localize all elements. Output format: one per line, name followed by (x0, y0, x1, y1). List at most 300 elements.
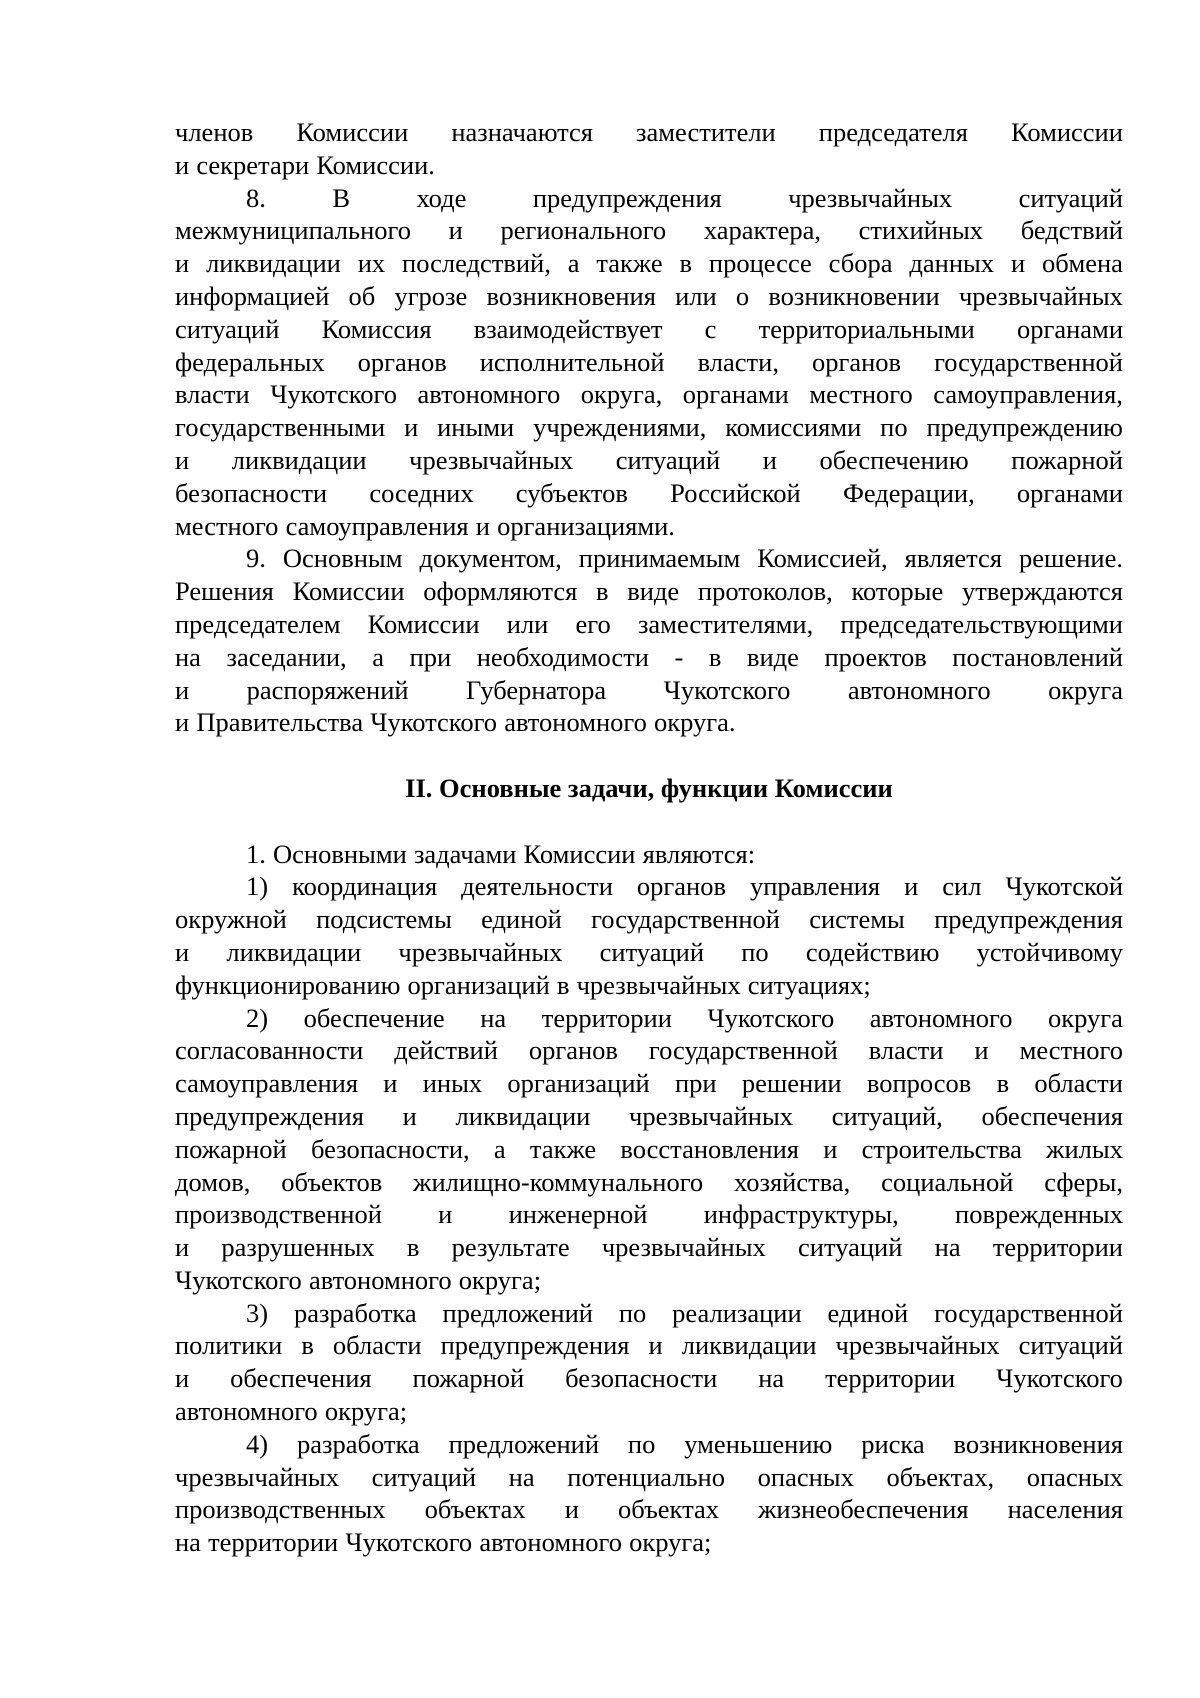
word: учреждениями, (533, 412, 707, 443)
text-line (175, 608, 1123, 641)
word: также (596, 248, 663, 279)
text-line (175, 1493, 1123, 1526)
word: производственной (175, 1199, 382, 1230)
word: ситуаций (371, 1461, 477, 1492)
word: Чукотского (270, 379, 398, 410)
word: координация (292, 871, 438, 902)
word: на (758, 1363, 785, 1394)
word: и (1010, 248, 1026, 279)
word: и (404, 412, 419, 443)
word: являются: (642, 838, 756, 869)
word: назначаются (451, 117, 593, 147)
word: и (402, 1100, 417, 1131)
word: и (823, 1133, 838, 1164)
word: объектах (618, 1494, 719, 1525)
word: и (175, 674, 190, 705)
word: пожарной (412, 1363, 525, 1394)
word: Чукотского (996, 1363, 1123, 1394)
word: Чукотского (345, 1527, 473, 1558)
word: их (357, 248, 386, 279)
word: согласованности (175, 1035, 364, 1066)
word: территории (208, 1527, 339, 1558)
word: субъектов (515, 477, 628, 508)
word: местного (175, 510, 279, 541)
word: Решения (175, 576, 274, 607)
text-line (175, 182, 1123, 215)
word: автономного (504, 707, 647, 738)
word: автономного (869, 1002, 1013, 1033)
word: решение. (1019, 543, 1123, 574)
word: жилых (1046, 1133, 1123, 1164)
word: территориальными (758, 313, 975, 344)
word: ситуаций (599, 936, 705, 967)
word: местного (809, 379, 913, 410)
word: деятельности (461, 871, 613, 902)
word: оформляются (423, 576, 578, 607)
text-line (175, 870, 1123, 903)
word: его (575, 608, 611, 639)
word: и (648, 1330, 663, 1361)
word: которые (851, 576, 944, 607)
word: самоуправления (175, 1068, 359, 1099)
word: на (480, 1002, 507, 1033)
word: предупреждения (532, 182, 722, 213)
word: государственной (591, 904, 780, 935)
word: с (704, 313, 717, 344)
text-line (175, 542, 1123, 575)
word: объектов (281, 1166, 383, 1197)
word: ликвидации (455, 1100, 591, 1131)
word: потенциально (567, 1461, 725, 1492)
word: автономного (175, 1396, 318, 1427)
text-line (175, 149, 1123, 182)
word: устойчивому (976, 936, 1123, 967)
word: самоуправления (285, 510, 469, 541)
word: хозяйства, (734, 1166, 851, 1197)
word: и (383, 1068, 398, 1099)
word: возникновения (953, 1428, 1123, 1459)
word: и (175, 149, 190, 180)
word: является (904, 543, 1003, 574)
word: области (332, 1330, 422, 1361)
word: вопросов (866, 1068, 972, 1099)
word: ликвидации (231, 444, 367, 475)
word: о (735, 280, 750, 311)
word: и (175, 1363, 190, 1394)
word: предупреждения (175, 1100, 364, 1131)
word: иных (422, 1068, 483, 1099)
word: местного (1019, 1035, 1123, 1066)
word: Российской (670, 477, 801, 508)
word: председателем (175, 608, 341, 639)
text-line (175, 1231, 1123, 1264)
word: единой (481, 904, 562, 935)
word: округа; (629, 1527, 712, 1558)
word: при (409, 641, 452, 672)
word: чрезвычайных (175, 1461, 339, 1492)
word: безопасности (175, 477, 328, 508)
text-line (175, 1100, 1123, 1133)
word: органов (811, 346, 902, 377)
word: при (674, 1068, 717, 1099)
word: и (175, 444, 190, 475)
word: округа, (580, 379, 663, 410)
word: обмена (1042, 248, 1123, 279)
word: а (372, 641, 384, 672)
word: 3) (246, 1297, 269, 1328)
word: обеспечения (981, 1100, 1123, 1131)
word: стихийных (858, 215, 984, 246)
word: предложений (448, 1428, 600, 1459)
word: в (556, 969, 570, 1000)
word: организаций (507, 1068, 650, 1099)
word: объектах (424, 1494, 526, 1525)
word: опасных (1026, 1461, 1123, 1492)
word: органов (357, 346, 447, 377)
word: процессе (708, 248, 812, 279)
text-line (175, 1067, 1123, 1100)
word: органами (1016, 313, 1123, 344)
word: чрезвычайных (601, 1232, 766, 1263)
word: государственными (175, 412, 386, 443)
word: угрозе (394, 280, 468, 311)
word: ситуаций, (831, 1100, 943, 1131)
word: безопасности (565, 1363, 718, 1394)
word: в (679, 248, 693, 279)
word: территории (541, 1002, 672, 1033)
word: межмуниципального (175, 215, 411, 246)
text-line (175, 1395, 1123, 1428)
word: безопасности, (310, 1133, 470, 1164)
word: пожарной (1011, 444, 1123, 475)
word: Основным (282, 543, 403, 574)
text-line (175, 1461, 1123, 1494)
word: автономного (479, 1527, 622, 1558)
word: заместителями, (637, 608, 814, 639)
section-heading: II. Основные задачи, функции Комиссии (405, 772, 893, 803)
word: и (175, 707, 190, 738)
word: Чукотской (1005, 871, 1123, 902)
word: или (675, 280, 717, 311)
word: Комиссии (1010, 117, 1123, 147)
word: Комиссии (523, 838, 636, 869)
word: взаимодействует (473, 313, 663, 344)
text-line (175, 313, 1123, 346)
word: Чукотского (707, 1002, 835, 1033)
word: ходе (416, 182, 467, 213)
word: ситуаций (175, 313, 280, 344)
word: сбора (828, 248, 893, 279)
word: на (934, 1232, 961, 1263)
section-tasks (175, 838, 1123, 1560)
word: жилищно-коммунального (413, 1166, 704, 1197)
word: действий (394, 1035, 498, 1066)
text-line (175, 1428, 1123, 1461)
word: власти (175, 379, 250, 410)
word: ликвидации (226, 936, 362, 967)
word: Чукотского (663, 674, 791, 705)
word: виде (627, 576, 680, 607)
word: об (348, 280, 376, 311)
word: в (596, 576, 609, 607)
word: окружной (175, 904, 287, 935)
word: Федерации, (842, 477, 975, 508)
word: автономного (847, 674, 991, 705)
word: решении (741, 1068, 842, 1099)
word: чрезвычайных (629, 1100, 794, 1131)
word: чрезвычайных (958, 280, 1123, 311)
text-line (175, 411, 1123, 444)
word: в (406, 1232, 420, 1263)
word: реализации (672, 1297, 802, 1328)
word: органов (636, 871, 726, 902)
word: на (175, 1527, 201, 1558)
text-line (175, 247, 1123, 280)
word: иными (437, 412, 515, 443)
word: и (974, 1035, 989, 1066)
word: округа; (458, 1264, 542, 1295)
text-line (175, 116, 1123, 149)
word: по (741, 936, 769, 967)
text-column (175, 116, 1123, 1559)
word: жизнеобеспечения (758, 1494, 969, 1525)
word: организациями. (497, 510, 675, 541)
word: содействию (805, 936, 940, 967)
text-line (175, 477, 1123, 510)
word: федеральных (175, 346, 325, 377)
text-line (175, 1133, 1123, 1166)
word: территории (992, 1232, 1123, 1263)
word: чрезвычайных (398, 936, 563, 967)
word: и (762, 444, 777, 475)
word: 9. (246, 543, 266, 574)
word: ситуаций (1018, 1330, 1123, 1361)
word: Чукотского (370, 707, 498, 738)
word: секретари (196, 149, 310, 180)
word: инфраструктуры, (703, 1199, 899, 1230)
spacer (175, 739, 1123, 772)
word: последствий, (402, 248, 551, 279)
word: Комиссии. (316, 149, 435, 180)
word: также (529, 1133, 597, 1164)
word: заместители (636, 117, 776, 147)
word: опасных (757, 1461, 854, 1492)
word: и (175, 248, 190, 279)
word: а (567, 248, 580, 279)
word: комиссиями (725, 412, 862, 443)
word: задачами (413, 838, 517, 869)
word: регионального (500, 215, 667, 246)
word: объектах, (886, 1461, 995, 1492)
word: 1) (246, 871, 269, 902)
word: разработка (296, 1428, 420, 1459)
word: и (564, 1494, 579, 1525)
word: государственной (934, 1297, 1123, 1328)
word: округа (1048, 674, 1123, 705)
word: в (708, 641, 722, 672)
word: ситуаций (798, 1232, 903, 1263)
word: ликвидации (681, 1330, 817, 1361)
text-line (175, 346, 1123, 379)
word: управления (749, 871, 881, 902)
word: органами (1016, 477, 1123, 508)
word: Комиссией, (757, 543, 888, 574)
text-line (175, 1198, 1123, 1231)
word: Основными (273, 838, 407, 869)
word: системы (809, 904, 905, 935)
text-line (175, 1264, 1123, 1297)
word: распоряжений (246, 674, 409, 705)
word: и (904, 871, 919, 902)
word: округа; (324, 1396, 408, 1427)
word: Комиссия (321, 313, 432, 344)
word: данных (909, 248, 995, 279)
word: государственной (648, 1035, 838, 1066)
word: исполнительной (479, 346, 665, 377)
word: разработка (293, 1297, 417, 1328)
word: 1. (246, 838, 266, 869)
word: виде (746, 641, 799, 672)
word: в (996, 1068, 1010, 1099)
word: по (618, 1297, 647, 1328)
text-line (175, 510, 1123, 543)
word: в (301, 1330, 314, 1361)
word: пожарной (175, 1133, 287, 1164)
word: поврежденных (955, 1199, 1123, 1230)
word: проектов (824, 641, 927, 672)
word: характера, (703, 215, 822, 246)
word: возникновения (486, 280, 656, 311)
word: протоколов, (697, 576, 833, 607)
word: заседании, (226, 641, 347, 672)
word: обеспечение (303, 1002, 445, 1033)
word: инженерной (508, 1199, 648, 1230)
word: автономного (308, 1264, 452, 1295)
word: ликвидации (206, 248, 341, 279)
word: органами (682, 379, 789, 410)
word: органов (528, 1035, 618, 1066)
word: предупреждения (934, 904, 1123, 935)
word: членов (175, 117, 254, 147)
word: по (880, 412, 908, 443)
word: предупреждения (440, 1330, 630, 1361)
word: Комиссии (292, 576, 405, 607)
word: ситуациях; (747, 969, 871, 1000)
word: результате (451, 1232, 570, 1263)
word: ситуаций (615, 444, 721, 475)
word: принимаемым (578, 543, 741, 574)
word: чрезвычайных (835, 1330, 1000, 1361)
word: документом, (419, 543, 562, 574)
word: территории (825, 1363, 956, 1394)
word: государственной (934, 346, 1123, 377)
word: населения (1007, 1494, 1123, 1525)
text-line (175, 641, 1123, 674)
word: сил (942, 871, 982, 902)
word: председателя (818, 117, 968, 147)
text-line (175, 1002, 1123, 1035)
word: автономного (417, 379, 561, 410)
word: политики (175, 1330, 283, 1361)
text-line (175, 706, 1123, 739)
word: уменьшению (684, 1428, 833, 1459)
text-line (175, 936, 1123, 969)
word: ситуаций (1018, 182, 1123, 213)
text-line (175, 1362, 1123, 1395)
text-line (175, 1329, 1123, 1362)
word: чрезвычайных (788, 182, 953, 213)
text-line (175, 1034, 1123, 1067)
word: и (175, 1232, 190, 1263)
word: обеспечению (819, 444, 969, 475)
word: организаций (407, 969, 550, 1000)
text-line (175, 1297, 1123, 1330)
word: сферы, (1044, 1166, 1123, 1197)
word: председательствующими (840, 608, 1123, 639)
word: бедствий (1020, 215, 1123, 246)
text-line (175, 838, 1123, 871)
word: Правительства (196, 707, 364, 738)
word: округа. (654, 707, 736, 738)
word: предложений (442, 1297, 593, 1328)
word: домов, (175, 1166, 251, 1197)
word: разрушенных (221, 1232, 375, 1263)
word: постановлений (952, 641, 1123, 672)
word: чрезвычайных (576, 969, 741, 1000)
text-line (175, 280, 1123, 313)
text-line (175, 444, 1123, 477)
text-line (175, 378, 1123, 411)
word: социальной (881, 1166, 1014, 1197)
word: производственных (175, 1494, 386, 1525)
text-line (175, 214, 1123, 247)
word: Чукотского (175, 1264, 302, 1295)
word: - (674, 641, 684, 672)
word: по (627, 1428, 656, 1459)
text-line (175, 903, 1123, 936)
word: функционированию (175, 969, 401, 1000)
text-line (175, 1526, 1123, 1559)
text-line (175, 674, 1123, 707)
word: необходимости (476, 641, 649, 672)
word: на (508, 1461, 535, 1492)
word: возникновении (768, 280, 940, 311)
spacer (175, 805, 1123, 838)
word: соседних (369, 477, 474, 508)
word: информацией (175, 280, 330, 311)
word: Губернатора (466, 674, 607, 705)
word: утверждаются (961, 576, 1123, 607)
word: Комиссии (367, 608, 480, 639)
word: 4) (246, 1428, 269, 1459)
word: обеспечения (230, 1363, 372, 1394)
word: власти (868, 1035, 944, 1066)
word: строительства (861, 1133, 1022, 1164)
section-general-provisions (175, 116, 1123, 739)
word: и (475, 510, 490, 541)
word: Комиссии (296, 117, 409, 147)
word: 8. (246, 182, 266, 213)
word: В (332, 182, 350, 213)
word: округа (1048, 1002, 1123, 1033)
word: самоуправления, (933, 379, 1123, 410)
text-line (175, 1166, 1123, 1199)
word: и (175, 936, 190, 967)
word: а (493, 1133, 506, 1164)
word: подсистемы (316, 904, 452, 935)
word: восстановления (620, 1133, 799, 1164)
text-line (175, 969, 1123, 1002)
